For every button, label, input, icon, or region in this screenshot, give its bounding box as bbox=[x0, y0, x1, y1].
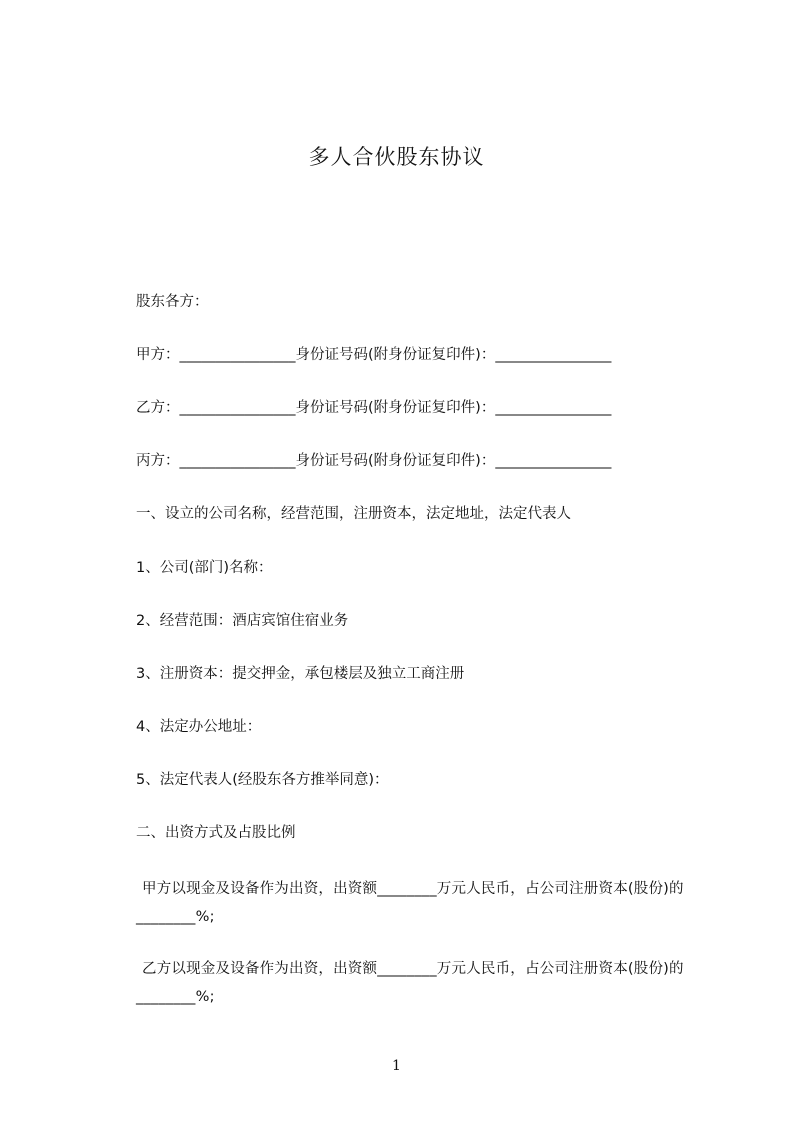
document-title: 多人合伙股东协议 bbox=[308, 145, 485, 169]
section-2-heading: 二、出资方式及占股比例 bbox=[136, 825, 296, 841]
item-3-registered-capital: 3、注册资本：提交押金，承包楼层及独立工商注册 bbox=[136, 666, 465, 682]
item-2-business-scope: 2、经营范围：酒店宾馆住宿业务 bbox=[136, 613, 349, 629]
party-a-line: 甲方：________________身份证号码(附身份证复印件)：________________ bbox=[136, 347, 612, 363]
item-5-legal-representative: 5、法定代表人(经股东各方推举同意)： bbox=[136, 772, 389, 788]
section-1-heading: 一、设立的公司名称，经营范围，注册资本，法定地址，法定代表人 bbox=[136, 506, 571, 522]
party-b-contribution: 乙方以现金及设备作为出资，出资额________万元人民币，占公司注册资本(股份)的________%; bbox=[136, 961, 684, 1005]
page-number: 1 bbox=[392, 1058, 401, 1074]
item-1-company-name: 1、公司(部门)名称： bbox=[136, 560, 273, 576]
item-4-office-address: 4、法定办公地址： bbox=[136, 719, 262, 735]
party-c-line: 丙方：________________身份证号码(附身份证复印件)：________________ bbox=[136, 453, 612, 469]
party-b-line: 乙方：________________身份证号码(附身份证复印件)：________________ bbox=[136, 400, 612, 416]
party-a-contribution: 甲方以现金及设备作为出资，出资额________万元人民币，占公司注册资本(股份)的________%; bbox=[136, 881, 684, 925]
shareholders-heading: 股东各方： bbox=[136, 294, 209, 310]
